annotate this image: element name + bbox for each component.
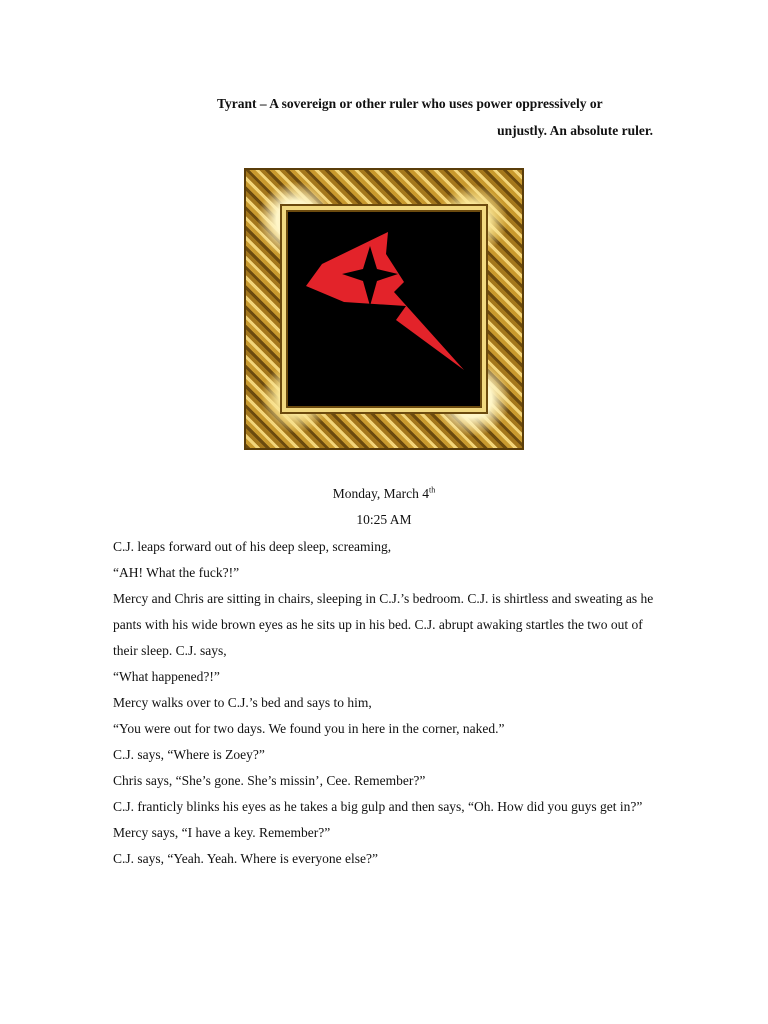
lightning-bolt-shape <box>306 232 464 370</box>
story-paragraph: Mercy says, “I have a key. Remember?” <box>113 825 331 840</box>
story-paragraph: Mercy walks over to C.J.’s bed and says to him, <box>113 695 372 710</box>
story-paragraph: C.J. says, “Yeah. Yeah. Where is everyone else?” <box>113 851 378 866</box>
epigraph <box>113 90 653 144</box>
time-heading: 10:25 AM <box>356 512 412 527</box>
story-paragraph: C.J. says, “Where is Zoey?” <box>113 747 265 762</box>
gold-picture-frame <box>244 168 524 450</box>
story-paragraph: Mercy and Chris are sitting in chairs, sleeping in C.J.’s bedroom. C.J. is shirtless and sweating as he pants with his wide brown eyes as he sits up in his bed. C.J. abrupt awaking startles the two out of their sleep. C.J. says, <box>113 591 654 658</box>
date-ordinal-suffix: th <box>429 485 436 495</box>
story-paragraph: “AH! What the fuck?!” <box>113 565 240 580</box>
story-paragraph: “What happened?!” <box>113 669 220 684</box>
story-paragraph: C.J. franticly blinks his eyes as he takes a big gulp and then says, “Oh. How did you guys get in?” <box>113 799 643 814</box>
date-text: Monday, March 4 <box>332 486 429 501</box>
epigraph-line-2: unjustly. An absolute ruler. <box>497 123 653 138</box>
story-body <box>113 534 658 872</box>
story-paragraph: Chris says, “She’s gone. She’s missin’, Cee. Remember?” <box>113 773 426 788</box>
story-paragraph: “You were out for two days. We found you in here in the corner, naked.” <box>113 721 505 736</box>
date-heading <box>0 481 768 507</box>
red-lightning-star-emblem-icon <box>286 210 486 412</box>
framed-artwork <box>282 206 486 412</box>
epigraph-line-1: Tyrant – A sovereign or other ruler who uses power oppressively or <box>217 96 603 111</box>
story-paragraph: C.J. leaps forward out of his deep sleep, screaming, <box>113 539 392 554</box>
